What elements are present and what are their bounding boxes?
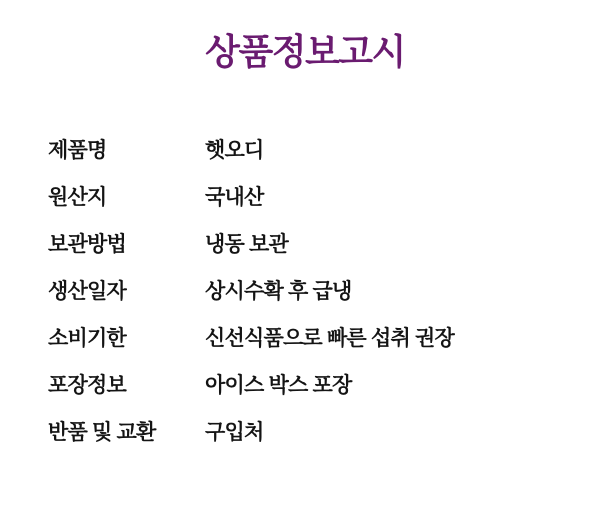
info-label: 보관방법 xyxy=(48,233,126,256)
info-label: 반품 및 교환 xyxy=(48,421,156,444)
info-value: 국내산 xyxy=(205,186,264,209)
info-row xyxy=(48,328,590,349)
info-value: 냉동 보관 xyxy=(205,233,288,256)
info-value: 상시수확 후 급냉 xyxy=(205,280,352,303)
product-info-table xyxy=(48,140,590,443)
info-row xyxy=(48,375,590,396)
info-row xyxy=(48,234,590,255)
info-label: 생산일자 xyxy=(48,280,126,303)
info-row xyxy=(48,281,590,302)
info-label: 포장정보 xyxy=(48,374,126,397)
info-value: 아이스 박스 포장 xyxy=(205,374,352,397)
info-value: 신선식품으로 빠른 섭취 권장 xyxy=(205,327,454,350)
info-label: 원산지 xyxy=(48,186,107,209)
info-row xyxy=(48,140,590,161)
info-label: 소비기한 xyxy=(48,327,126,350)
info-label: 제품명 xyxy=(48,139,107,162)
info-row xyxy=(48,187,590,208)
info-value: 구입처 xyxy=(205,421,264,444)
info-value: 햇오디 xyxy=(205,139,264,162)
page-title: 상품정보고시 xyxy=(205,31,405,72)
info-row xyxy=(48,422,590,443)
